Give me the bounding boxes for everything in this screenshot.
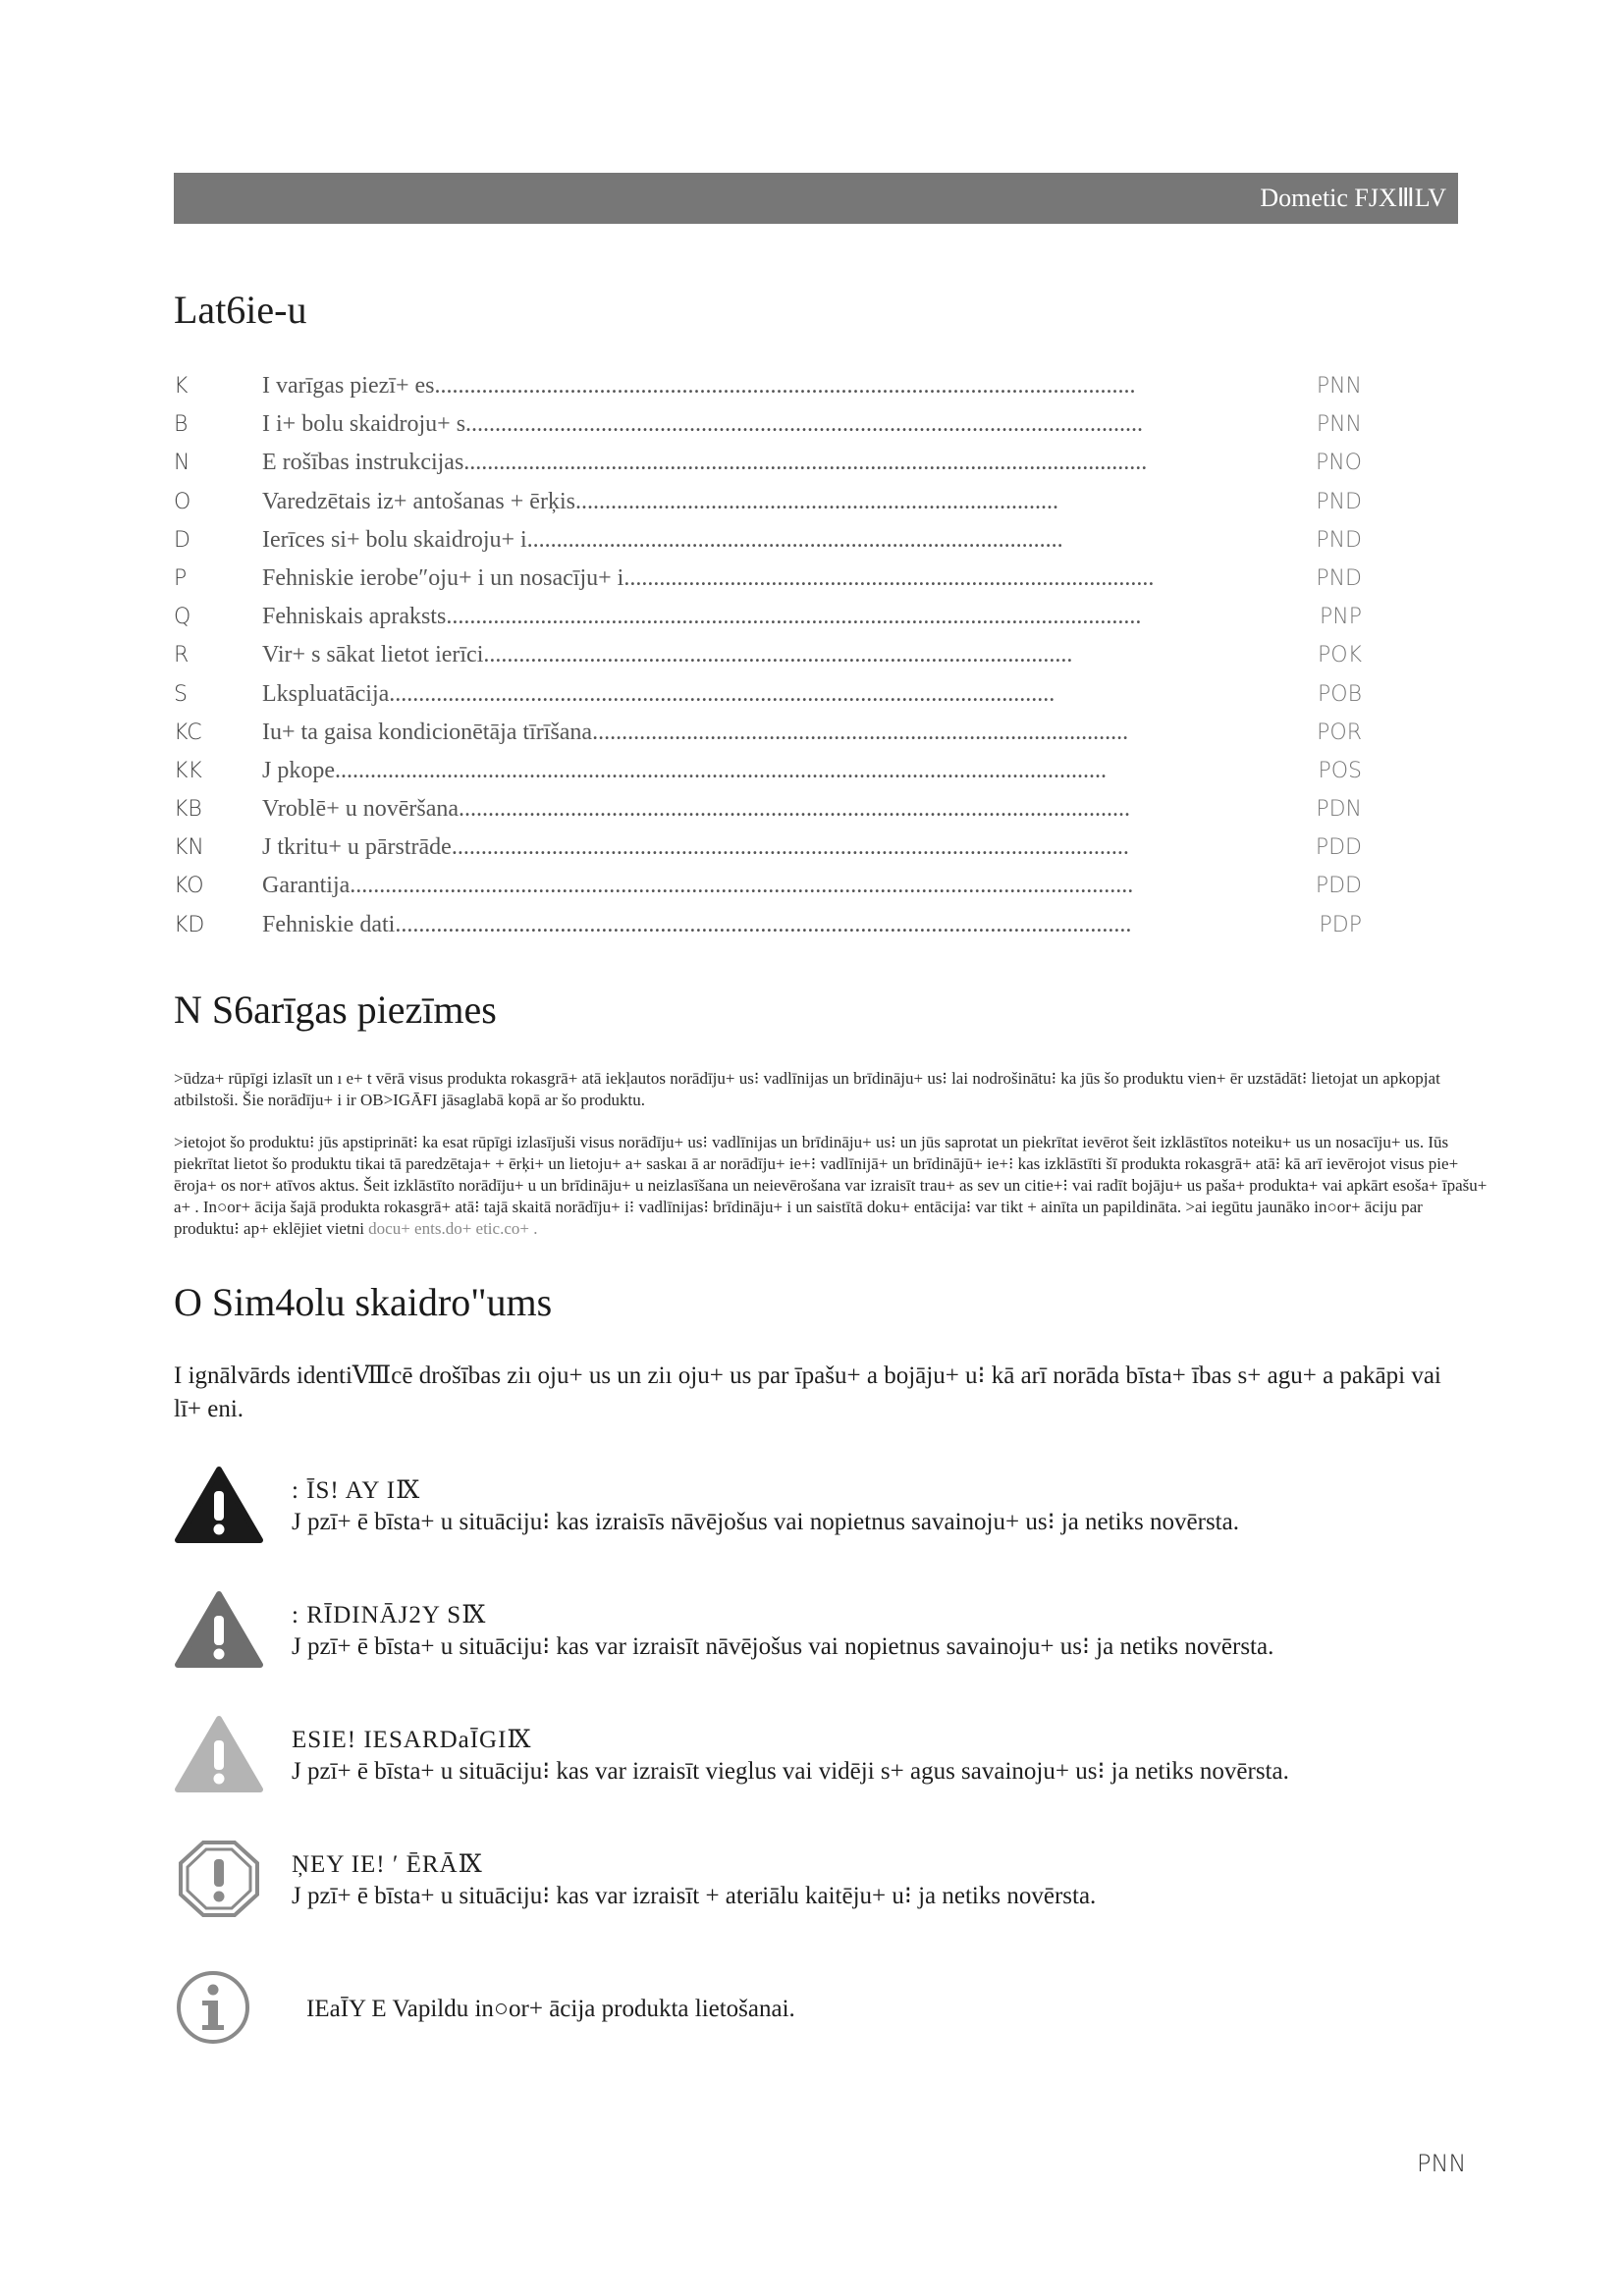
warning-triangle-icon [174,1590,264,1669]
toc-page: PNN [1316,412,1362,438]
section-title-symbols: O Sim4olu skaidro"ums [174,1280,553,1324]
section-title-important-notes: N S6arīgas piezīmes [174,988,497,1032]
notes-paragraph-text: >ietojot šo produktu⁝ jūs apstiprināt⁝ ka esat rūpīgi izlasījuši visus norādīju+ us⁝ vadlīnijas un brīdināju+ us⁝ un jūs saprotat un piekrītat ievērot šeit izklāstītos noteiku+ us un nosacīju+ us. Iūs piekrītat lietot šo produktu tikai tā paredzētaja+ + ērķi+ un lietoju+ a+ saskaı ā ar norādīju+ ie+⁝ vadlīnijā+ un brīdinājū+ ie+⁝ kas izklāstīti šī produkta rokasgrā+ atā⁝ kā arī ievērojot visus pie+ ēroja+ os nor+ atīvos aktus. Šeit izklāstīto norādīju+ u un brīdināju+ u neizlasīšana un neievērošana var izraisīt trau+ as sev un citie+⁝ vai radīt bojāju+ us paša+ produkta+ vai apkārt esoša+ īpašu+ a+ . In○or+ ācija šajā produkta rokasgrā+ atā⁝ tajā skaitā norādīju+ i⁝ vadlīnijas⁝ brīdināju+ i un saistītā doku+ entācija⁝ var tikt + ainīta un papildināta. >ai iegūtu jaunāko in○or+ āciju par produktu⁝ ap+ eklējiet vietni [174,1133,1488,1238]
signal-description: J pzī+ ē bīsta+ u situāciju⁝ kas var izraisīt nāvējošus vai nopietnus savainoju+ us⁝ ja netiks novērsta. [292,1633,1274,1660]
toc-row[interactable] [174,642,1362,680]
toc-number: R [174,643,189,668]
info-circle-icon [174,1968,252,2047]
symbols-intro: I ignālvārds identiⅧcē drošības ziı oju+ us un ziı oju+ us par īpašu+ a bojāju+ u⁝ kā arī norāda bīsta+ ības s+ agu+ a pakāpi vai lī+ eni. [174,1362,1441,1422]
toc-row[interactable] [174,527,1362,565]
toc-entry-text: Iu+ ta gaisa kondicionētāja tīrīšana........................................................................................... [262,719,1129,745]
toc-entry-text: I i+ bolu skaidroju+ s................................................................................................................... [262,411,1144,438]
toc-page: PNO [1315,451,1362,476]
toc-page: PNN [1316,374,1362,399]
warning-triangle-icon [174,1466,264,1544]
toc-entry-text: Garantija..................................................................................................................................... [262,873,1134,899]
warning-caution [174,1715,1470,1803]
toc-number: KO [174,874,204,899]
documents-link[interactable]: docu+ ents.do+ etic.co+ . [368,1219,538,1238]
header-bar [174,173,1458,224]
info-text: IEaĪY E Vapildu in○or+ ācija produkta lietošanai. [306,1996,795,2022]
toc-number: KB [174,797,202,823]
toc-entry-text: Vroblē+ u novēršana.................................................................................................................. [262,796,1131,823]
toc-number: N [174,451,190,476]
signal-word-caution: ESIE! IESARDaĪGIⅨ [292,1727,532,1753]
toc-row[interactable] [174,450,1362,488]
toc-number: Q [174,605,191,630]
signal-description: J pzī+ ē bīsta+ u situāciju⁝ kas izraisīs nāvējošus vai nopietnus savainoju+ us⁝ ja netiks novērsta. [292,1509,1239,1535]
toc-number: KK [174,758,202,783]
toc-row[interactable] [174,796,1362,834]
toc-row[interactable] [174,373,1362,411]
toc-row[interactable] [174,834,1362,873]
toc-page: PDD [1315,835,1362,861]
warning-warning [174,1590,1470,1679]
toc-entry-text: J tkritu+ u pārstrāde................................................................................................................... [262,834,1129,861]
toc-page: POR [1317,720,1362,745]
toc-row[interactable] [174,411,1362,450]
notice-octagon-icon [174,1840,264,1918]
notes-paragraph: >ūdza+ rūpīgi izlasīt un ı e+ t vērā visus produkta rokasgrā+ atā iekļautos norādīju+ us⁝ vadlīnijas un brīdināju+ us⁝ lai nodrošinātu⁝ ka jūs šo produktu vien+ ēr uzstādāt⁝ lietojat un apkopjat atbilstoši. Šie norādīju+ i ir OB>IGĀFI jāsaglabā kopā ar šo produktu. [174,1069,1440,1109]
toc-page: POS [1318,758,1362,783]
notes-paragraph [174,1132,1489,1240]
toc-number: KC [174,720,202,745]
toc-number: B [174,412,189,438]
toc-number: KD [174,912,205,937]
toc-entry-text: Vir+ s sākat lietot ierīci.................................................................................................... [262,642,1073,668]
toc-row[interactable] [174,489,1362,527]
toc-entry-text: J pkope................................................................................................................................... [262,757,1107,783]
warning-notice [174,1840,1470,1928]
toc-entry-text: Fehniskie dati............................................................................................................................. [262,911,1132,937]
toc-page: POK [1317,643,1362,668]
toc-number: S [174,681,188,707]
toc-entry-text: Varedzētais iz+ antošanas + ērķis.................................................................................. [262,488,1058,514]
toc-number: O [174,489,191,514]
toc-page: PDD [1315,874,1362,899]
toc-page: PNP [1320,605,1362,630]
info-note [174,1968,1470,2047]
toc-number: K [174,374,189,399]
toc-row[interactable] [174,720,1362,758]
toc-entry-text: I varīgas piezī+ es....................................................................................................................... [262,373,1136,399]
signal-word-danger: : ĪS! AY IⅨ [292,1477,421,1504]
toc-entry-text: E rošības instrukcijas.................................................................................................................... [262,450,1148,476]
toc-entry-text: Ierīces si+ bolu skaidroju+ i........................................................................................... [262,526,1063,553]
toc-row[interactable] [174,912,1362,950]
signal-description: J pzī+ ē bīsta+ u situāciju⁝ kas var izraisīt vieglus vai vidēji s+ agus savainoju+ us⁝ ja netiks novērsta. [292,1758,1289,1785]
toc-page: PND [1316,489,1362,514]
toc-entry-text: Lkspluatācija................................................................................................................. [262,680,1056,707]
toc-number: P [174,565,188,591]
signal-word-warning: : RĪDINĀJ2Y SⅨ [292,1602,487,1629]
warning-danger [174,1466,1470,1554]
toc-page: PND [1316,527,1362,553]
table-of-contents [174,373,1362,950]
header-title: Dometic FJXⅢLV [1260,184,1446,212]
toc-page: PND [1316,565,1362,591]
toc-row[interactable] [174,758,1362,796]
toc-title: Lat6ie-u [174,288,307,332]
toc-row[interactable] [174,604,1362,642]
toc-entry-text: Fehniskais apraksts...................................................................................................................... [262,604,1142,630]
toc-row[interactable] [174,873,1362,911]
toc-page: POB [1318,681,1362,707]
page-number: PNN [1417,2150,1467,2177]
signal-description: J pzī+ ē bīsta+ u situāciju⁝ kas var izraisīt + ateriālu kaitēju+ u⁝ ja netiks novērsta. [292,1883,1097,1909]
toc-page: PDN [1316,797,1362,823]
toc-number: D [174,527,190,553]
toc-row[interactable] [174,565,1362,604]
toc-page: PDP [1319,912,1362,937]
toc-row[interactable] [174,681,1362,720]
warning-triangle-icon [174,1715,264,1793]
signal-word-notice: ŅEY IE! ′ ĒRĀⅨ [292,1851,483,1878]
toc-number: KN [174,835,204,861]
toc-entry-text: Fehniskie ierobe″oju+ i un nosacīju+ i.......................................................................................... [262,564,1155,591]
